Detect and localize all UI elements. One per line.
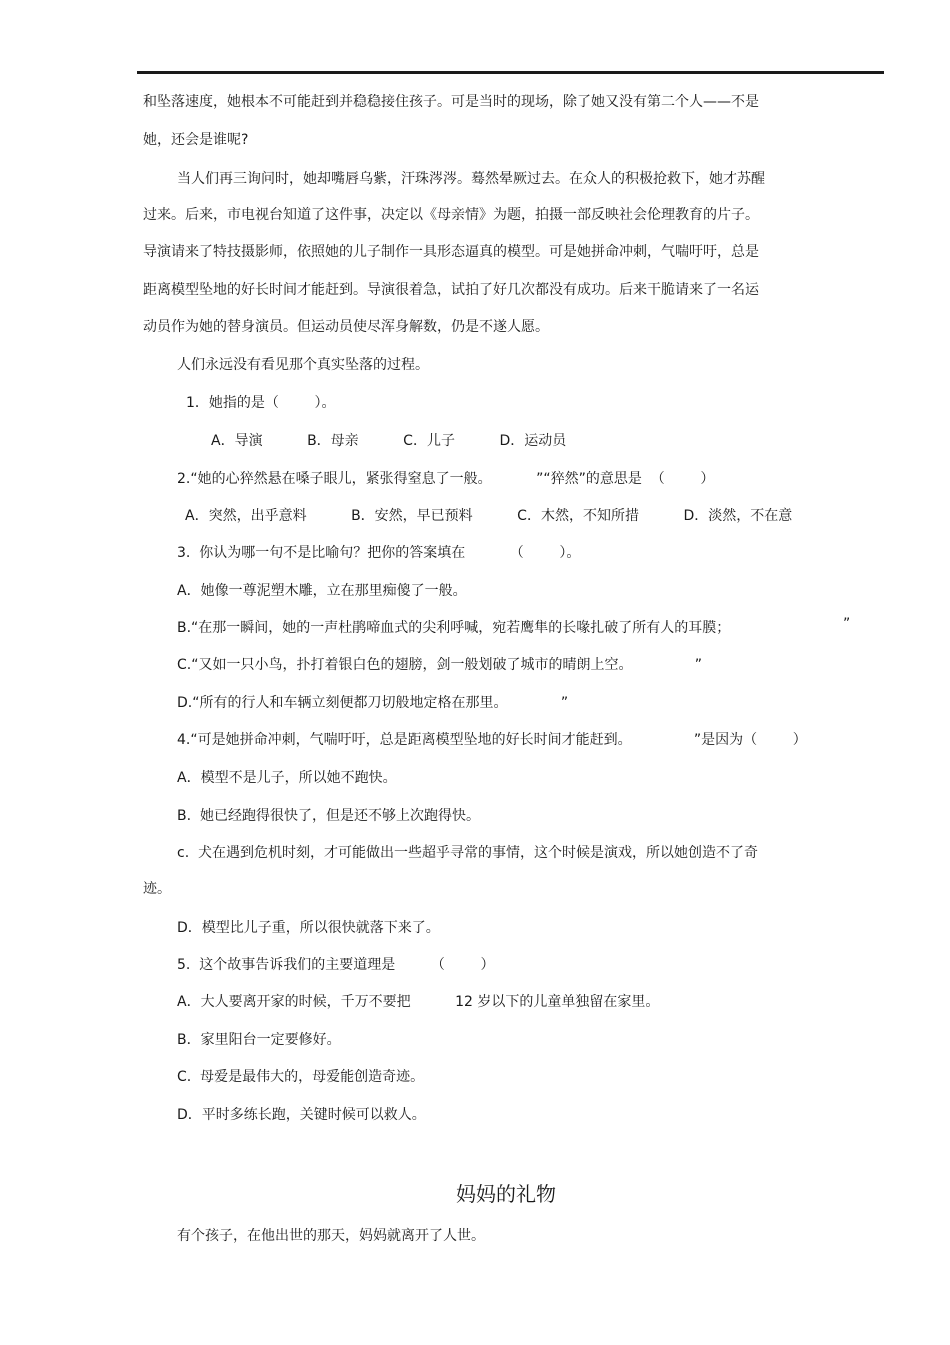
passage-line: 当人们再三询问时，她却嘴唇乌紫，汗珠涔涔。蓦然晕厥过去。在众人的积极抢救下，她才苏醒: [177, 171, 765, 187]
passage-line: 她，还会是谁呢?: [143, 132, 249, 148]
question-2-stem: 2.“她的心猝然悬在嗓子眼儿，紧张得窒息了一般。 ”“猝然”的意思是 （ ）: [177, 471, 715, 487]
question-3-option-a: A．她像一尊泥塑木雕，立在那里痴傻了一般。: [177, 583, 467, 599]
question-4-option-b: B. 她已经跑得很快了，但是还不够上次跑得快。: [177, 808, 480, 824]
story-first-line: 有个孩子，在他出世的那天，妈妈就离开了人世。: [177, 1228, 485, 1244]
passage-line: 动员作为她的替身演员。但运动员使尽浑身解数，仍是不遂人愿。: [143, 319, 549, 335]
question-5-option-b: B．家里阳台一定要修好。: [177, 1032, 341, 1048]
question-4-option-c-cont: 迹。: [143, 881, 171, 897]
header-rule: [137, 71, 884, 74]
passage-line: 过来。后来，市电视台知道了这件事，决定以《母亲情》为题，拍摄一部反映社会伦理教育的片子。: [143, 207, 759, 223]
passage-line: 导演请来了特技摄影师，依照她的儿子制作一具形态逼真的模型。可是她拼命冲刺，气喘吁吁，总是: [143, 244, 759, 260]
question-3-option-d: D.“所有的行人和车辆立刻便都刀切般地定格在那里。 ”: [177, 695, 569, 711]
question-3-option-b-quote: ”: [843, 616, 851, 632]
question-4-option-c: c. 犬在遇到危机时刻，才可能做出一些超乎寻常的事情，这个时候是演戏，所以她创造不了奇: [177, 845, 759, 861]
question-1-stem: 1．她指的是（ ）。: [186, 395, 336, 411]
question-5-option-c: C. 母爱是最伟大的，母爱能创造奇迹。: [177, 1069, 425, 1085]
passage-line: 距离模型坠地的好长时间才能赶到。导演很着急，试拍了好几次都没有成功。后来干脆请来了一名运: [143, 282, 759, 298]
question-1-options: A．导演 B．母亲 C．儿子 D．运动员: [211, 433, 567, 449]
question-5-option-a: A．大人要离开家的时候，千万不要把 12 岁以下的儿童单独留在家里。: [177, 994, 660, 1010]
passage-line: 人们永远没有看见那个真实坠落的过程。: [177, 357, 429, 373]
question-4-option-a: A．模型不是儿子，所以她不跑快。: [177, 770, 397, 786]
passage-line: 和坠落速度，她根本不可能赶到并稳稳接住孩子。可是当时的现场，除了她又没有第二个人——不是: [143, 94, 759, 110]
question-4-stem: 4.“可是她拼命冲刺，气喘吁吁，总是距离模型坠地的好长时间才能赶到。 ”是因为（ ）: [177, 732, 807, 748]
question-5-stem: 5. 这个故事告诉我们的主要道理是 （ ）: [177, 957, 495, 973]
question-4-option-d: D．模型比儿子重，所以很快就落下来了。: [177, 920, 440, 936]
question-3-option-b: B.“在那一瞬间，她的一声杜鹃啼血式的尖利呼喊，宛若鹰隼的长喙扎破了所有人的耳膜；: [177, 620, 731, 636]
question-3-stem: 3. 你认为哪一句不是比喻句？把你的答案填在 （ ）。: [177, 545, 581, 561]
story-title: 妈妈的礼物: [456, 1182, 556, 1206]
question-3-option-c: C.“又如一只小鸟，扑打着银白色的翅膀，剑一般划破了城市的晴朗上空。 ”: [177, 657, 703, 673]
question-2-options: A．突然，出乎意料 B．安然，早已预料 C．木然，不知所措 D．淡然，不在意: [185, 508, 793, 524]
question-5-option-d: D．平时多练长跑，关键时候可以救人。: [177, 1107, 426, 1123]
